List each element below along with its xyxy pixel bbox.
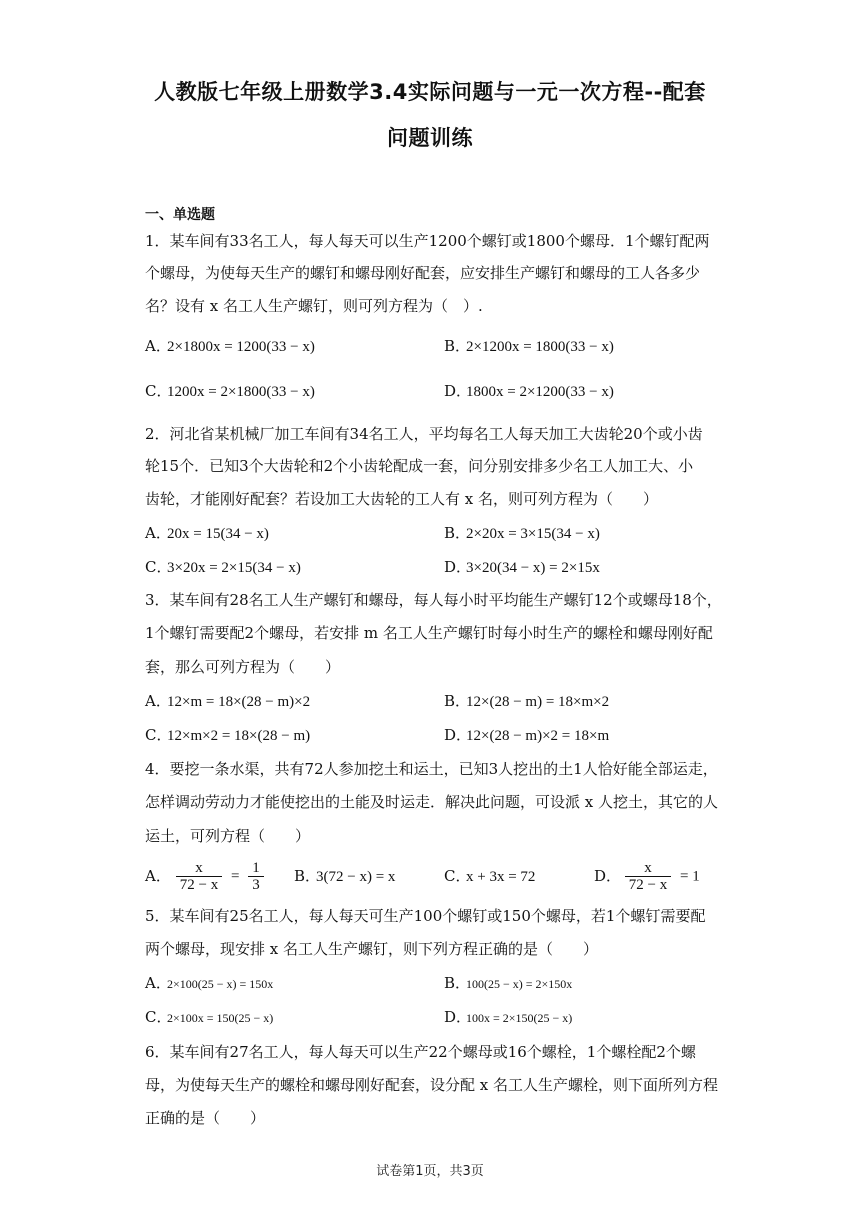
option-equation: 12×(28 − m)×2 = 18×m (466, 728, 610, 744)
option-label: C． (145, 1008, 172, 1026)
question-2-line-1: 2．河北省某机械厂加工车间有34名工人，平均每名工人每天加工大齿轮20个或小齿 (145, 425, 703, 443)
question-4-option-c (444, 866, 535, 887)
option-equation: 20x = 15(34 − x) (167, 526, 269, 542)
option-equation: 3(72 − x) = x (316, 869, 396, 885)
question-2-option-b (444, 523, 600, 544)
question-3-option-d (444, 725, 609, 746)
option-label: A． (145, 524, 171, 542)
fraction-numerator: 1 (252, 860, 260, 876)
option-label: D． (444, 1008, 472, 1026)
question-1-option-a (145, 336, 315, 357)
option-label: A． (145, 692, 171, 710)
question-3-option-a (145, 691, 310, 712)
option-equation: 1200x = 2×1800(33 − x) (167, 384, 315, 400)
option-label: B． (444, 692, 471, 710)
option-equation: 2×1200x = 1800(33 − x) (466, 339, 614, 355)
question-6-line-2: 母，为使每天生产的螺栓和螺母刚好配套，设分配 x 名工人生产螺栓，则下面所列方程 (145, 1076, 718, 1094)
option-equation: 1800x = 2×1200(33 − x) (466, 384, 614, 400)
option-label: D． (444, 382, 472, 400)
question-2-line-2: 轮15个．已知3个大齿轮和2个小齿轮配成一套，问分别安排多少名工人加工大、小 (145, 457, 694, 475)
question-5-option-a (145, 973, 273, 994)
document-title-line-2: 问题训练 (387, 126, 473, 150)
option-equation: 12×(28 − m) = 18×m×2 (466, 694, 610, 710)
question-2-option-a (145, 523, 269, 544)
option-label: D． (444, 726, 472, 744)
option-label: A． (145, 337, 171, 355)
option-equation: 2×100x = 150(25 − x) (167, 1011, 274, 1025)
question-5-option-b (444, 973, 572, 994)
question-6-line-1: 6．某车间有27名工人，每人每天可以生产22个螺母或16个螺栓，1个螺栓配2个螺 (145, 1043, 696, 1061)
fraction-numerator: x (644, 860, 652, 876)
option-equation: 12×m×2 = 18×(28 − m) (167, 728, 311, 744)
option-label: D． (444, 558, 472, 576)
question-6-line-3: 正确的是（ ） (145, 1109, 266, 1127)
option-label: C． (145, 558, 172, 576)
option-label: D． (594, 866, 622, 885)
option-label: B． (444, 974, 471, 992)
question-3-line-3: 套，那么可列方程为（ ） (145, 658, 341, 676)
question-1-line-1: 1．某车间有33名工人，每人每天可以生产1200个螺钉或1800个螺母．1个螺钉配两 (145, 232, 710, 250)
option-label: A． (145, 974, 171, 992)
question-4-line-1: 4．要挖一条水渠，共有72人参加挖土和运土，已知3人挖出的土1人恰好能全部运走， (145, 760, 718, 778)
fraction-denominator: 72 − x (176, 876, 222, 893)
question-5-option-d (444, 1007, 572, 1028)
option-label: C． (145, 726, 172, 744)
option-label: B． (444, 524, 471, 542)
option-label: B． (444, 337, 471, 355)
option-equation: 100x = 2×150(25 − x) (466, 1011, 573, 1025)
option-equation: 2×1800x = 1200(33 − x) (167, 339, 315, 355)
question-5-option-c (145, 1007, 273, 1028)
question-1-option-c (145, 381, 315, 402)
option-equation-rhs: = 1 (680, 868, 700, 885)
option-equation: 12×m = 18×(28 − m)×2 (167, 694, 311, 710)
question-2-option-d (444, 557, 600, 578)
question-1-option-b (444, 336, 614, 357)
fraction-denominator: 3 (248, 876, 264, 893)
question-1-option-d (444, 381, 614, 402)
question-4-line-3: 运土，可列方程（ ） (145, 827, 311, 845)
option-label: B． (294, 867, 321, 885)
option-label: C． (444, 867, 471, 885)
question-1-line-2: 个螺母，为使每天生产的螺钉和螺母刚好配套，应安排生产螺钉和螺母的工人各多少 (145, 264, 701, 282)
document-title-line-1: 人教版七年级上册数学3.4实际问题与一元一次方程--配套 (154, 80, 706, 104)
option-equation: x + 3x = 72 (466, 869, 536, 885)
question-4-line-2: 怎样调动劳动力才能使挖出的土能及时运走．解决此问题，可设派 x 人挖土，其它的人 (145, 793, 718, 811)
fraction-lhs (625, 860, 671, 893)
fraction-rhs (248, 860, 264, 893)
option-equation: 2×20x = 3×15(34 − x) (466, 526, 600, 542)
fraction-lhs (176, 860, 222, 893)
section-heading: 一、单选题 (145, 207, 215, 223)
fraction-numerator: x (195, 860, 203, 876)
question-1-line-3: 名？设有 x 名工人生产螺钉，则可列方程为（ ）. (145, 297, 483, 315)
question-2-line-3: 齿轮，才能刚好配套？若设加工大齿轮的工人有 x 名，则可列方程为（ ） (145, 490, 658, 508)
question-5-line-1: 5．某车间有25名工人，每人每天可生产100个螺钉或150个螺母，若1个螺钉需要配 (145, 907, 706, 925)
option-equation: 100(25 − x) = 2×150x (466, 977, 573, 991)
option-equation: 3×20(34 − x) = 2×15x (466, 560, 600, 576)
page-footer: 试卷第1页，共3页 (376, 1164, 484, 1179)
question-4-option-d (594, 860, 700, 893)
option-label: C． (145, 382, 172, 400)
option-label: A． (145, 866, 171, 885)
question-4-option-b (294, 866, 395, 887)
question-2-option-c (145, 557, 301, 578)
question-3-line-2: 1个螺钉需要配2个螺母，若安排 m 名工人生产螺钉时每小时生产的螺栓和螺母刚好配 (145, 624, 713, 642)
question-3-line-1: 3．某车间有28名工人生产螺钉和螺母，每人每小时平均能生产螺钉12个或螺母18个， (145, 591, 722, 609)
option-equation: 3×20x = 2×15(34 − x) (167, 560, 301, 576)
fraction-denominator: 72 − x (625, 876, 671, 893)
question-5-line-2: 两个螺母，现安排 x 名工人生产螺钉，则下列方程正确的是（ ） (145, 940, 598, 958)
question-4-option-a (145, 860, 268, 893)
option-equation: 2×100(25 − x) = 150x (167, 977, 274, 991)
question-3-option-c (145, 725, 310, 746)
question-3-option-b (444, 691, 609, 712)
equals-sign: = (231, 868, 240, 885)
